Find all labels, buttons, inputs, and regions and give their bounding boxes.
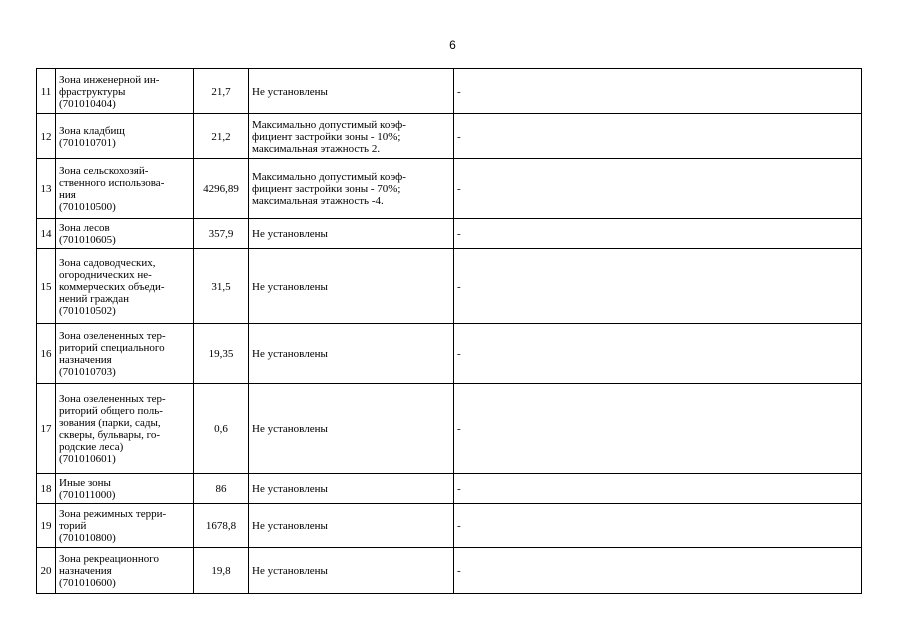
zone-name-cell	[56, 249, 194, 324]
zone-name-line: (701010601)	[59, 453, 116, 465]
zone-name-line: Зона режимных терри-	[59, 508, 167, 520]
zone-params-line: Максимально допустимый коэф-	[252, 118, 406, 131]
table-row	[37, 249, 862, 324]
zone-name-line: Зона рекреационного	[59, 553, 159, 565]
zone-name-line: риторий специального	[59, 342, 165, 354]
row-number: 13	[37, 159, 56, 219]
zone-name-cell	[56, 474, 194, 504]
zone-area: 1678,8	[194, 504, 249, 548]
table-row	[37, 384, 862, 474]
zone-params-line: максимальная этажность -4.	[252, 195, 384, 207]
row-number: 11	[37, 69, 56, 114]
zones-table	[36, 68, 862, 594]
zone-params-line: фициент застройки зоны - 10%;	[252, 130, 401, 143]
zone-params-line: Не установлены	[252, 423, 328, 435]
zone-name-line: (701010800)	[59, 532, 116, 544]
zone-name-cell	[56, 219, 194, 249]
zone-params-line: Максимально допустимый коэф-	[252, 171, 406, 183]
zone-name-line: нений граждан	[59, 292, 130, 305]
table-row	[37, 504, 862, 548]
row-number: 18	[37, 474, 56, 504]
zone-area: 21,2	[194, 114, 249, 159]
zone-params-cell	[249, 548, 454, 594]
zone-name-line: Зона озелененных тер-	[59, 393, 166, 405]
zone-note: -	[454, 504, 862, 548]
zone-note: -	[454, 249, 862, 324]
zone-name-cell	[56, 69, 194, 114]
zone-name-line: Зона садоводческих,	[59, 256, 156, 269]
zone-params-line: максимальная этажность 2.	[252, 142, 381, 155]
zone-params-cell	[249, 69, 454, 114]
row-number: 16	[37, 324, 56, 384]
zone-name-line: (701010600)	[59, 577, 116, 589]
zone-name-line: Зона инженерной ин-	[59, 73, 160, 86]
zone-params-cell	[249, 384, 454, 474]
zone-name-line: огороднических не-	[59, 268, 152, 281]
zone-note: -	[454, 69, 862, 114]
row-number: 17	[37, 384, 56, 474]
table-row	[37, 548, 862, 594]
zone-name-line: (701010703)	[59, 366, 116, 378]
zone-name-line: родские леса)	[59, 441, 124, 453]
zone-name-line: назначения	[59, 565, 112, 577]
zone-name-line: ния	[59, 189, 76, 201]
zone-note: -	[454, 474, 862, 504]
zone-name-line: назначения	[59, 354, 112, 366]
zone-name-cell	[56, 159, 194, 219]
zone-note: -	[454, 384, 862, 474]
zone-params-cell	[249, 249, 454, 324]
zone-note: -	[454, 159, 862, 219]
zone-params-cell	[249, 219, 454, 249]
zone-params-line: Не установлены	[252, 228, 328, 240]
zone-params-cell	[249, 504, 454, 548]
zone-area: 86	[194, 474, 249, 504]
zone-name-line: Иные зоны	[59, 477, 111, 489]
zone-name-cell	[56, 384, 194, 474]
zone-note: -	[454, 324, 862, 384]
zone-area: 0,6	[194, 384, 249, 474]
zone-note: -	[454, 548, 862, 594]
zone-params-line: Не установлены	[252, 483, 328, 495]
page-number: 6	[449, 38, 456, 52]
zone-area: 19,8	[194, 548, 249, 594]
table-row	[37, 474, 862, 504]
zone-name-line: зования (парки, сады,	[59, 417, 161, 429]
zone-name-line: (701010404)	[59, 97, 116, 110]
zone-note: -	[454, 114, 862, 159]
zone-name-line: (701011000)	[59, 489, 116, 501]
table-row	[37, 324, 862, 384]
zone-area: 19,35	[194, 324, 249, 384]
zone-name-line: (701010701)	[59, 136, 116, 149]
zone-name-line: ственного использова-	[59, 177, 165, 189]
zone-name-line: Зона кладбищ	[59, 124, 125, 137]
zone-params-cell	[249, 159, 454, 219]
zone-area: 4296,89	[194, 159, 249, 219]
zone-name-cell	[56, 324, 194, 384]
table-row	[37, 219, 862, 249]
zone-params-cell	[249, 114, 454, 159]
zone-area: 31,5	[194, 249, 249, 324]
zone-params-line: Не установлены	[252, 520, 328, 532]
zone-params-line: Не установлены	[252, 565, 328, 577]
row-number: 12	[37, 114, 56, 159]
zone-name-line: риторий общего поль-	[59, 405, 163, 417]
zone-name-line: торий	[59, 520, 87, 532]
zone-name-line: Зона озелененных тер-	[59, 330, 166, 342]
zone-name-cell	[56, 504, 194, 548]
zone-name-cell	[56, 114, 194, 159]
zone-params-line: Не установлены	[252, 348, 328, 360]
zone-name-line: (701010605)	[59, 234, 116, 246]
zone-params-line: Не установлены	[252, 85, 328, 98]
row-number: 19	[37, 504, 56, 548]
table-row	[37, 159, 862, 219]
zone-params-cell	[249, 324, 454, 384]
zone-name-line: Зона лесов	[59, 222, 110, 234]
zone-name-line: (701010500)	[59, 201, 116, 213]
zone-note: -	[454, 219, 862, 249]
zone-name-cell	[56, 548, 194, 594]
zone-name-line: Зона сельскохозяй-	[59, 165, 149, 177]
row-number: 15	[37, 249, 56, 324]
zone-name-line: коммерческих объеди-	[59, 280, 165, 293]
zone-area: 21,7	[194, 69, 249, 114]
row-number: 20	[37, 548, 56, 594]
table-row	[37, 114, 862, 159]
table-row	[37, 69, 862, 114]
row-number: 14	[37, 219, 56, 249]
zone-params-line: Не установлены	[252, 280, 328, 293]
zone-params-line: фициент застройки зоны - 70%;	[252, 183, 401, 195]
zone-params-cell	[249, 474, 454, 504]
zone-area: 357,9	[194, 219, 249, 249]
zone-name-line: фраструктуры	[59, 85, 126, 98]
zone-name-line: (701010502)	[59, 304, 116, 317]
zone-name-line: скверы, бульвары, го-	[59, 429, 161, 441]
